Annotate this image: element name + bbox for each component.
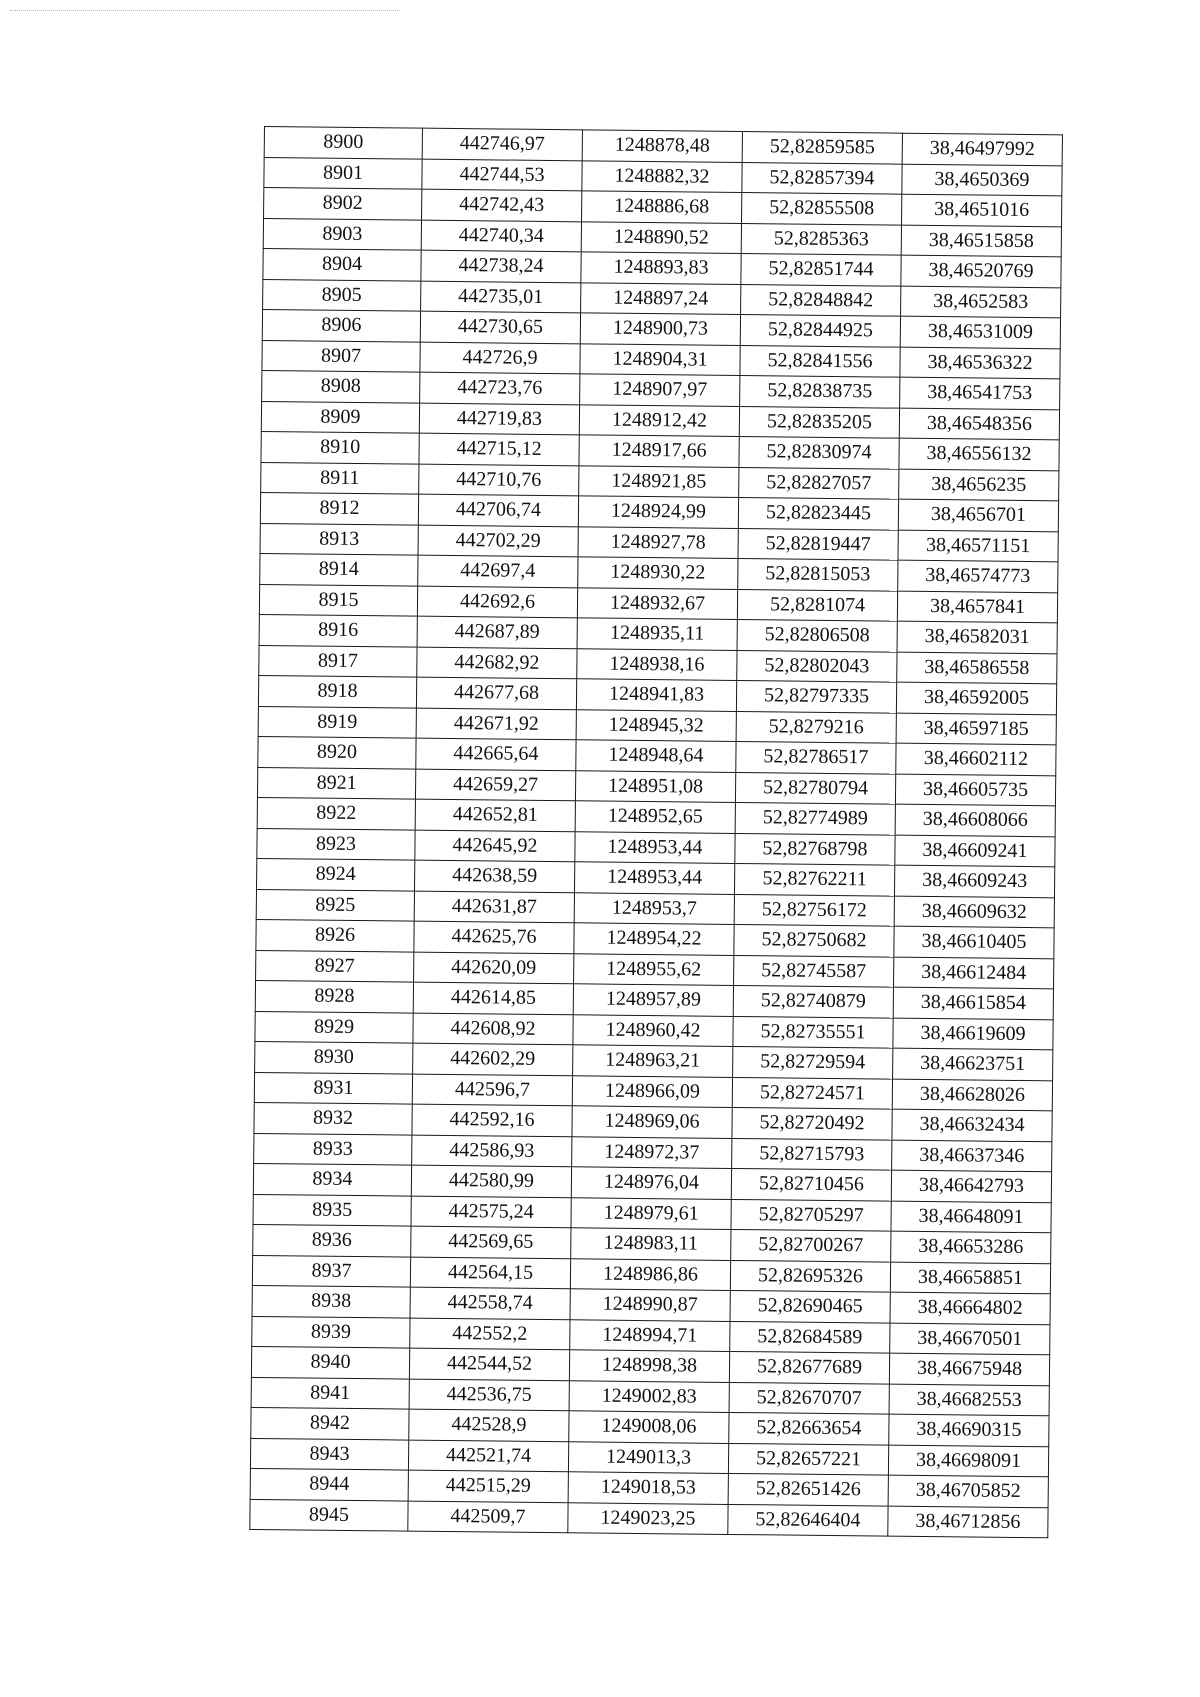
longitude-cell: 38,46602112 — [896, 743, 1056, 775]
y-coordinate-cell: 1248972,37 — [572, 1136, 732, 1168]
x-coordinate-cell: 442746,97 — [422, 128, 582, 160]
latitude-cell: 52,82724571 — [732, 1077, 892, 1109]
y-coordinate-cell: 1248882,32 — [582, 160, 742, 192]
coordinates-table-body — [250, 127, 1063, 1538]
y-coordinate-cell: 1249008,06 — [569, 1411, 729, 1443]
point-number-cell: 8903 — [263, 218, 421, 250]
x-coordinate-cell: 442552,2 — [410, 1318, 570, 1350]
y-coordinate-cell: 1248969,06 — [572, 1106, 732, 1138]
point-number-cell: 8941 — [251, 1377, 409, 1409]
latitude-cell: 52,82838735 — [740, 375, 900, 407]
latitude-cell: 52,82827057 — [739, 467, 899, 499]
latitude-cell: 52,82841556 — [740, 345, 900, 377]
longitude-cell: 38,46531009 — [900, 316, 1060, 348]
latitude-cell: 52,82823445 — [738, 497, 898, 529]
x-coordinate-cell: 442586,93 — [412, 1135, 572, 1167]
y-coordinate-cell: 1249002,83 — [569, 1380, 729, 1412]
point-number-cell: 8927 — [256, 950, 414, 982]
x-coordinate-cell: 442558,74 — [410, 1287, 570, 1319]
y-coordinate-cell: 1248893,83 — [581, 252, 741, 284]
point-number-cell: 8909 — [261, 401, 419, 433]
x-coordinate-cell: 442592,16 — [412, 1104, 572, 1136]
x-coordinate-cell: 442509,7 — [408, 1501, 568, 1533]
x-coordinate-cell: 442564,15 — [410, 1257, 570, 1289]
latitude-cell: 52,82690465 — [730, 1290, 890, 1322]
x-coordinate-cell: 442575,24 — [411, 1196, 571, 1228]
longitude-cell: 38,46664802 — [890, 1292, 1050, 1324]
point-number-cell: 8923 — [257, 828, 415, 860]
y-coordinate-cell: 1248941,83 — [576, 679, 736, 711]
y-coordinate-cell: 1248904,31 — [580, 343, 740, 375]
latitude-cell: 52,82651426 — [728, 1473, 888, 1505]
x-coordinate-cell: 442719,83 — [419, 403, 579, 435]
latitude-cell: 52,82848842 — [741, 284, 901, 316]
y-coordinate-cell: 1248945,32 — [576, 709, 736, 741]
longitude-cell: 38,46619609 — [893, 1018, 1053, 1050]
x-coordinate-cell: 442602,29 — [413, 1043, 573, 1075]
x-coordinate-cell: 442544,52 — [409, 1348, 569, 1380]
latitude-cell: 52,82762211 — [734, 863, 894, 895]
point-number-cell: 8925 — [256, 889, 414, 921]
point-number-cell: 8945 — [250, 1499, 408, 1531]
longitude-cell: 38,46556132 — [899, 438, 1059, 470]
y-coordinate-cell: 1248951,08 — [575, 770, 735, 802]
point-number-cell: 8912 — [260, 492, 418, 524]
x-coordinate-cell: 442702,29 — [418, 525, 578, 557]
point-number-cell: 8944 — [250, 1468, 408, 1500]
point-number-cell: 8901 — [264, 157, 422, 189]
y-coordinate-cell: 1249023,25 — [568, 1502, 728, 1534]
longitude-cell: 38,46682553 — [889, 1384, 1049, 1416]
y-coordinate-cell: 1248955,62 — [574, 953, 734, 985]
x-coordinate-cell: 442730,65 — [420, 311, 580, 343]
x-coordinate-cell: 442528,9 — [409, 1409, 569, 1441]
point-number-cell: 8929 — [255, 1011, 413, 1043]
y-coordinate-cell: 1248927,78 — [578, 526, 738, 558]
longitude-cell: 38,46612484 — [894, 957, 1054, 989]
y-coordinate-cell: 1248932,67 — [577, 587, 737, 619]
y-coordinate-cell: 1248912,42 — [579, 404, 739, 436]
y-coordinate-cell: 1248966,09 — [572, 1075, 732, 1107]
y-coordinate-cell: 1248886,68 — [582, 191, 742, 223]
x-coordinate-cell: 442697,4 — [418, 555, 578, 587]
longitude-cell: 38,4656701 — [898, 499, 1058, 531]
longitude-cell: 38,4656235 — [899, 469, 1059, 501]
y-coordinate-cell: 1248963,21 — [573, 1045, 733, 1077]
point-number-cell: 8939 — [252, 1316, 410, 1348]
x-coordinate-cell: 442652,81 — [415, 799, 575, 831]
latitude-cell: 52,82859585 — [742, 132, 902, 164]
longitude-cell: 38,4651016 — [902, 194, 1062, 226]
point-number-cell: 8902 — [264, 188, 422, 220]
longitude-cell: 38,46615854 — [893, 987, 1053, 1019]
point-number-cell: 8907 — [262, 340, 420, 372]
point-number-cell: 8936 — [253, 1224, 411, 1256]
point-number-cell: 8940 — [251, 1346, 409, 1378]
y-coordinate-cell: 1248998,38 — [569, 1350, 729, 1382]
longitude-cell: 38,46497992 — [902, 133, 1062, 165]
latitude-cell: 52,82684589 — [730, 1321, 890, 1353]
y-coordinate-cell: 1248897,24 — [581, 282, 741, 314]
point-number-cell: 8926 — [256, 919, 414, 951]
point-number-cell: 8917 — [259, 645, 417, 677]
latitude-cell: 52,82663654 — [729, 1412, 889, 1444]
latitude-cell: 52,82780794 — [735, 772, 895, 804]
x-coordinate-cell: 442569,65 — [411, 1226, 571, 1258]
x-coordinate-cell: 442706,74 — [418, 494, 578, 526]
scan-artifact-line — [10, 10, 400, 11]
longitude-cell: 38,46609632 — [894, 896, 1054, 928]
point-number-cell: 8910 — [261, 431, 419, 463]
y-coordinate-cell: 1248953,7 — [574, 892, 734, 924]
longitude-cell: 38,46597185 — [896, 713, 1056, 745]
point-number-cell: 8924 — [257, 858, 415, 890]
latitude-cell: 52,82695326 — [730, 1260, 890, 1292]
x-coordinate-cell: 442614,85 — [413, 982, 573, 1014]
x-coordinate-cell: 442710,76 — [419, 464, 579, 496]
longitude-cell: 38,46642793 — [891, 1170, 1051, 1202]
latitude-cell: 52,82740879 — [733, 985, 893, 1017]
point-number-cell: 8938 — [252, 1285, 410, 1317]
longitude-cell: 38,46653286 — [891, 1231, 1051, 1263]
longitude-cell: 38,4652583 — [901, 286, 1061, 318]
point-number-cell: 8928 — [255, 980, 413, 1012]
point-number-cell: 8919 — [258, 706, 416, 738]
x-coordinate-cell: 442677,68 — [416, 677, 576, 709]
longitude-cell: 38,46586558 — [897, 652, 1057, 684]
y-coordinate-cell: 1248953,44 — [575, 831, 735, 863]
latitude-cell: 52,82756172 — [734, 894, 894, 926]
latitude-cell: 52,82774989 — [735, 802, 895, 834]
point-number-cell: 8933 — [254, 1133, 412, 1165]
x-coordinate-cell: 442735,01 — [421, 281, 581, 313]
longitude-cell: 38,46536322 — [900, 347, 1060, 379]
x-coordinate-cell: 442740,34 — [421, 220, 581, 252]
longitude-cell: 38,46574773 — [898, 560, 1058, 592]
y-coordinate-cell: 1248938,16 — [577, 648, 737, 680]
longitude-cell: 38,4650369 — [902, 164, 1062, 196]
longitude-cell: 38,46520769 — [901, 255, 1061, 287]
latitude-cell: 52,82855508 — [742, 193, 902, 225]
point-number-cell: 8932 — [254, 1102, 412, 1134]
y-coordinate-cell: 1248907,97 — [580, 374, 740, 406]
y-coordinate-cell: 1248921,85 — [579, 465, 739, 497]
x-coordinate-cell: 442687,89 — [417, 616, 577, 648]
y-coordinate-cell: 1248924,99 — [578, 496, 738, 528]
longitude-cell: 38,46705852 — [888, 1475, 1048, 1507]
point-number-cell: 8913 — [260, 523, 418, 555]
y-coordinate-cell: 1248952,65 — [575, 801, 735, 833]
latitude-cell: 52,82819447 — [738, 528, 898, 560]
x-coordinate-cell: 442580,99 — [411, 1165, 571, 1197]
point-number-cell: 8911 — [261, 462, 419, 494]
x-coordinate-cell: 442692,6 — [417, 586, 577, 618]
x-coordinate-cell: 442631,87 — [414, 891, 574, 923]
y-coordinate-cell: 1248890,52 — [581, 221, 741, 253]
y-coordinate-cell: 1248917,66 — [579, 435, 739, 467]
latitude-cell: 52,82857394 — [742, 162, 902, 194]
longitude-cell: 38,46675948 — [889, 1353, 1049, 1385]
point-number-cell: 8920 — [258, 736, 416, 768]
x-coordinate-cell: 442738,24 — [421, 250, 581, 282]
longitude-cell: 38,46515858 — [901, 225, 1061, 257]
x-coordinate-cell: 442536,75 — [409, 1379, 569, 1411]
x-coordinate-cell: 442638,59 — [415, 860, 575, 892]
longitude-cell: 38,46632434 — [892, 1109, 1052, 1141]
point-number-cell: 8930 — [255, 1041, 413, 1073]
y-coordinate-cell: 1249013,3 — [568, 1441, 728, 1473]
longitude-cell: 38,46548356 — [899, 408, 1059, 440]
latitude-cell: 52,8285363 — [741, 223, 901, 255]
latitude-cell: 52,8281074 — [737, 589, 897, 621]
latitude-cell: 52,82802043 — [737, 650, 897, 682]
latitude-cell: 52,82700267 — [731, 1229, 891, 1261]
longitude-cell: 38,46670501 — [890, 1323, 1050, 1355]
longitude-cell: 38,46609243 — [894, 865, 1054, 897]
point-number-cell: 8937 — [252, 1255, 410, 1287]
y-coordinate-cell: 1248983,11 — [571, 1228, 731, 1260]
longitude-cell: 38,46623751 — [893, 1048, 1053, 1080]
y-coordinate-cell: 1248953,44 — [574, 862, 734, 894]
latitude-cell: 52,82745587 — [734, 955, 894, 987]
x-coordinate-cell: 442659,27 — [415, 769, 575, 801]
point-number-cell: 8900 — [264, 127, 422, 159]
y-coordinate-cell: 1248957,89 — [573, 984, 733, 1016]
x-coordinate-cell: 442521,74 — [408, 1440, 568, 1472]
longitude-cell: 38,46628026 — [892, 1079, 1052, 1111]
point-number-cell: 8935 — [253, 1194, 411, 1226]
point-number-cell: 8922 — [257, 797, 415, 829]
longitude-cell: 38,46690315 — [889, 1414, 1049, 1446]
y-coordinate-cell: 1248900,73 — [580, 313, 740, 345]
y-coordinate-cell: 1248954,22 — [574, 923, 734, 955]
x-coordinate-cell: 442744,53 — [422, 159, 582, 191]
latitude-cell: 52,82844925 — [740, 315, 900, 347]
x-coordinate-cell: 442671,92 — [416, 708, 576, 740]
latitude-cell: 52,82768798 — [735, 833, 895, 865]
x-coordinate-cell: 442682,92 — [417, 647, 577, 679]
longitude-cell: 38,46637346 — [892, 1140, 1052, 1172]
latitude-cell: 52,82835205 — [739, 406, 899, 438]
latitude-cell: 52,82750682 — [734, 924, 894, 956]
latitude-cell: 52,82797335 — [736, 680, 896, 712]
latitude-cell: 52,82705297 — [731, 1199, 891, 1231]
latitude-cell: 52,82786517 — [736, 741, 896, 773]
point-number-cell: 8921 — [257, 767, 415, 799]
y-coordinate-cell: 1248960,42 — [573, 1014, 733, 1046]
y-coordinate-cell: 1248979,61 — [571, 1197, 731, 1229]
point-number-cell: 8942 — [251, 1407, 409, 1439]
latitude-cell: 52,82677689 — [729, 1351, 889, 1383]
x-coordinate-cell: 442742,43 — [422, 189, 582, 221]
point-number-cell: 8908 — [262, 370, 420, 402]
coordinates-table — [249, 126, 1063, 1538]
x-coordinate-cell: 442625,76 — [414, 921, 574, 953]
longitude-cell: 38,46605735 — [895, 774, 1055, 806]
longitude-cell: 38,46571151 — [898, 530, 1058, 562]
latitude-cell: 52,82715793 — [732, 1138, 892, 1170]
point-number-cell: 8905 — [263, 279, 421, 311]
latitude-cell: 52,82815053 — [738, 558, 898, 590]
point-number-cell: 8904 — [263, 248, 421, 280]
x-coordinate-cell: 442515,29 — [408, 1470, 568, 1502]
x-coordinate-cell: 442620,09 — [414, 952, 574, 984]
y-coordinate-cell: 1248878,48 — [582, 130, 742, 162]
longitude-cell: 38,46609241 — [895, 835, 1055, 867]
longitude-cell: 38,4657841 — [897, 591, 1057, 623]
y-coordinate-cell: 1248948,64 — [576, 740, 736, 772]
longitude-cell: 38,46582031 — [897, 621, 1057, 653]
longitude-cell: 38,46608066 — [895, 804, 1055, 836]
x-coordinate-cell: 442665,64 — [416, 738, 576, 770]
latitude-cell: 52,82720492 — [732, 1107, 892, 1139]
latitude-cell: 52,82851744 — [741, 254, 901, 286]
y-coordinate-cell: 1248976,04 — [571, 1167, 731, 1199]
latitude-cell: 52,82735551 — [733, 1016, 893, 1048]
longitude-cell: 38,46592005 — [896, 682, 1056, 714]
x-coordinate-cell: 442726,9 — [420, 342, 580, 374]
point-number-cell: 8934 — [253, 1163, 411, 1195]
point-number-cell: 8943 — [250, 1438, 408, 1470]
longitude-cell: 38,46610405 — [894, 926, 1054, 958]
longitude-cell: 38,46698091 — [888, 1445, 1048, 1477]
point-number-cell: 8914 — [260, 553, 418, 585]
x-coordinate-cell: 442645,92 — [415, 830, 575, 862]
y-coordinate-cell: 1248935,11 — [577, 618, 737, 650]
latitude-cell: 52,82729594 — [733, 1046, 893, 1078]
point-number-cell: 8918 — [258, 675, 416, 707]
latitude-cell: 52,82646404 — [728, 1504, 888, 1536]
x-coordinate-cell: 442715,12 — [419, 433, 579, 465]
longitude-cell: 38,46712856 — [888, 1506, 1048, 1538]
y-coordinate-cell: 1248994,71 — [570, 1319, 730, 1351]
point-number-cell: 8906 — [262, 309, 420, 341]
longitude-cell: 38,46648091 — [891, 1201, 1051, 1233]
y-coordinate-cell: 1249018,53 — [568, 1472, 728, 1504]
latitude-cell: 52,82830974 — [739, 436, 899, 468]
y-coordinate-cell: 1248930,22 — [578, 557, 738, 589]
point-number-cell: 8916 — [259, 614, 417, 646]
point-number-cell: 8915 — [259, 584, 417, 616]
point-number-cell: 8931 — [254, 1072, 412, 1104]
longitude-cell: 38,46541753 — [900, 377, 1060, 409]
latitude-cell: 52,82657221 — [728, 1443, 888, 1475]
latitude-cell: 52,82806508 — [737, 619, 897, 651]
y-coordinate-cell: 1248990,87 — [570, 1289, 730, 1321]
latitude-cell: 52,8279216 — [736, 711, 896, 743]
latitude-cell: 52,82670707 — [729, 1382, 889, 1414]
x-coordinate-cell: 442723,76 — [420, 372, 580, 404]
y-coordinate-cell: 1248986,86 — [570, 1258, 730, 1290]
x-coordinate-cell: 442608,92 — [413, 1013, 573, 1045]
latitude-cell: 52,82710456 — [731, 1168, 891, 1200]
longitude-cell: 38,46658851 — [890, 1262, 1050, 1294]
x-coordinate-cell: 442596,7 — [412, 1074, 572, 1106]
